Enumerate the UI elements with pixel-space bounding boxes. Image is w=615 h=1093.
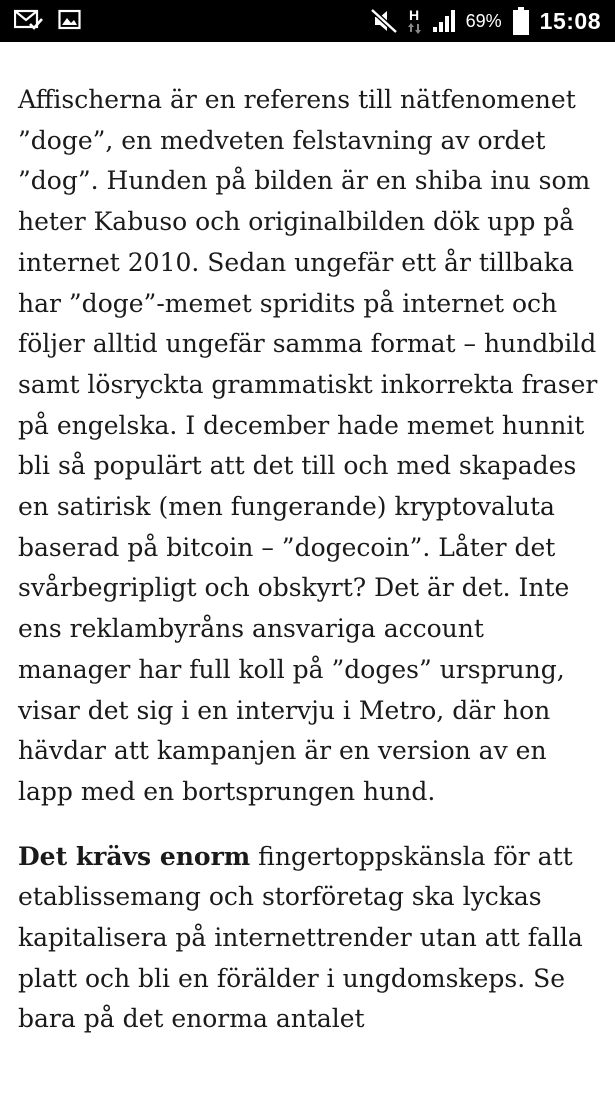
paragraph-lead-bold: Det krävs enorm (18, 841, 251, 871)
h-data-icon (408, 7, 422, 35)
paragraph-text: fingertoppskänsla för att etablissemang och storföretag ska lyckas kapitalisera på internettrender utan att falla platt och bli en förälder i ungdomskeps. Se bara på det enorma antalet (18, 841, 583, 1034)
mute-icon (370, 8, 398, 34)
signal-icon (432, 9, 456, 33)
network-type-label: H (408, 7, 419, 23)
image-icon (58, 9, 82, 31)
clock: 15:08 (539, 7, 601, 34)
status-bar (0, 0, 615, 42)
battery-percent: 69% (465, 10, 502, 31)
article-paragraph (18, 837, 603, 1041)
notification-icons (14, 9, 82, 31)
article-paragraph: Affischerna är en referens till nätfenomenet ”doge”, en medveten felstavning av ordet ”dog”. Hunden på bilden är en shiba inu som heter Kabuso och originalbilden dök upp på internet 2010. Sedan ungefär ett år tillbaka har ”doge”-memet spridits på internet och följer alltid ungefär samma format – hundbild samt lösryckta grammatiskt inkorrekta fraser på engelska. I december hade memet hunnit bli så populärt att det till och med skapades en satirisk (men fungerande) kryptovaluta baserad på bitcoin – ”dogecoin”. Låter det svårbegripligt och obskyrt? Det är det. Inte ens reklambyråns ansvariga account manager har full koll på ”doges” ursprung, visar det sig i en intervju i Metro, där hon hävdar att kampanjen är en version av en lapp med en bortsprungen hund. (18, 85, 598, 806)
battery-icon (512, 6, 530, 36)
article-body (18, 80, 603, 1058)
status-indicators (370, 0, 601, 42)
mail-check-icon (14, 9, 44, 31)
